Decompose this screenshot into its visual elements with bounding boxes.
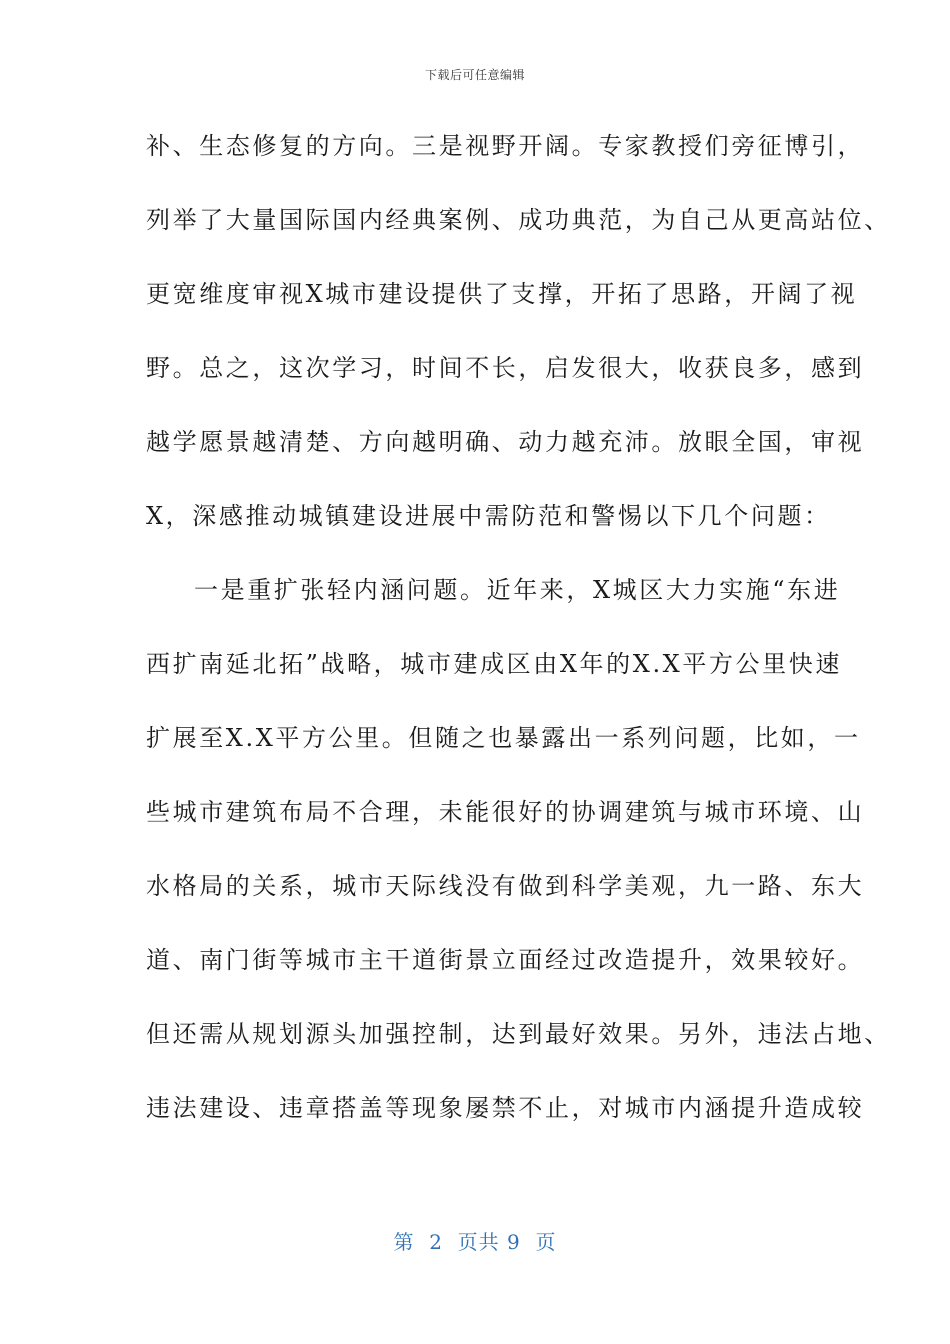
text-line: 但还需从规划源头加强控制，达到最好效果。另外，违法占地、 — [146, 1020, 891, 1048]
text-line: 西扩南延北拓”战略，城市建成区由X年的X.X平方公里快速 — [146, 650, 842, 678]
text-line: 扩展至X.X平方公里。但随之也暴露出一系列问题，比如，一 — [146, 724, 861, 752]
text-line: 补、生态修复的方向。三是视野开阔。专家教授们旁征博引， — [146, 132, 865, 160]
text-line: 野。总之，这次学习，时间不长，启发很大，收获良多，感到 — [146, 354, 865, 382]
text-line: 水格局的关系，城市天际线没有做到科学美观，九一路、东大 — [146, 872, 865, 900]
text-line: 违法建设、违章搭盖等现象屡禁不止，对城市内涵提升造成较 — [146, 1094, 865, 1122]
header-note: 下载后可任意编辑 — [424, 68, 525, 82]
text-line: 列举了大量国际国内经典案例、成功典范，为自己从更高站位、 — [146, 206, 891, 234]
page-number-footer: 第 2 页共 9 页 — [393, 1230, 557, 1254]
document-body — [146, 122, 891, 1158]
text-line: 道、南门街等城市主干道街景立面经过改造提升，效果较好。 — [146, 946, 865, 974]
text-line: X，深感推动城镇建设进展中需防范和警惕以下几个问题： — [146, 502, 831, 530]
text-line: 些城市建筑布局不合理，未能很好的协调建筑与城市环境、山 — [146, 798, 865, 826]
paragraph-start-line: 一是重扩张轻内涵问题。近年来，X城区大力实施“东进 — [194, 576, 841, 604]
text-line: 更宽维度审视X城市建设提供了支撑，开拓了思路，开阔了视 — [146, 280, 858, 308]
text-line: 越学愿景越清楚、方向越明确、动力越充沛。放眼全国，审视 — [146, 428, 865, 456]
